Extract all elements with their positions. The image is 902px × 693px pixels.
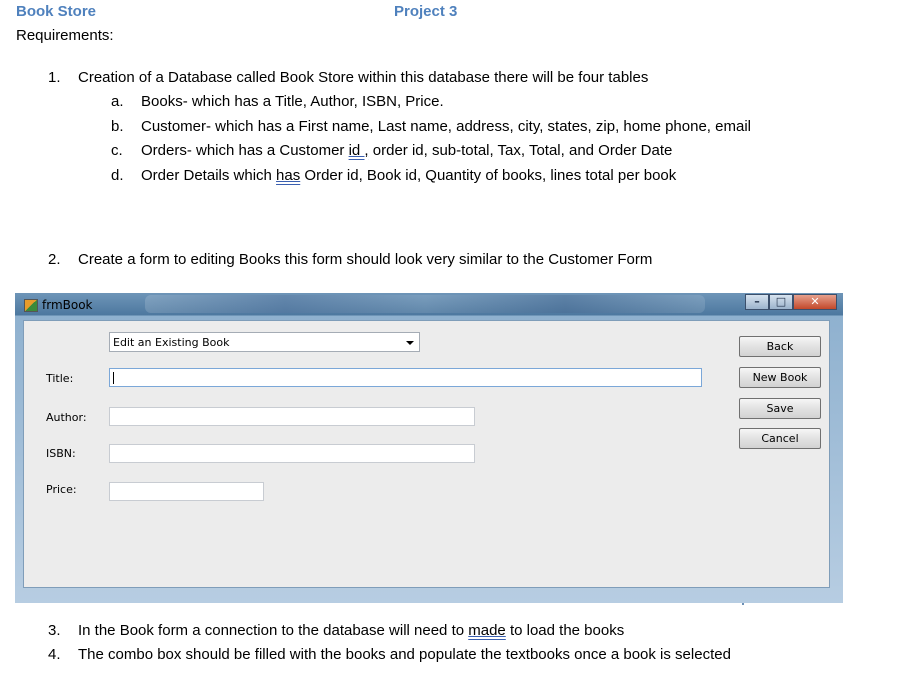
project-title: Project 3 [394,3,458,20]
item-1c-text [141,142,672,159]
item-1d-spellcheck-mark: has [276,167,301,184]
titlebar-background [145,295,705,313]
item-1c-text-after: order id, sub-total, Tax, Total, and Order Date [368,142,673,159]
book-combo-box[interactable] [109,332,420,352]
combo-selected-value: Edit an Existing Book [113,336,230,349]
item-3-spellcheck-mark: made [468,622,506,639]
isbn-textbox[interactable] [109,444,475,463]
price-textbox[interactable] [109,482,264,501]
price-label: Price: [46,483,77,496]
item-1d-letter: d. [111,167,124,184]
item-1d-text-after: Order id, Book id, Quantity of books, lines total per book [300,167,677,184]
item-1c-spellcheck-mark: id , [348,142,369,159]
isbn-label: ISBN: [46,447,76,460]
doc-title: Book Store [16,3,97,20]
item-3-text-before: In the Book form a connection to the database will need to [78,622,469,639]
item-1a-letter: a. [111,93,124,110]
item-3-text [78,622,624,639]
maximize-icon[interactable]: □ [769,294,793,310]
item-1-text: Creation of a Database called Book Store within this database there will be four tables [78,69,649,86]
item-1-number: 1. [48,69,61,86]
item-4-text: The combo box should be filled with the books and populate the textbooks once a book is selected [78,646,731,663]
window-controls [745,294,837,310]
item-4-number: 4. [48,646,61,663]
new-book-button[interactable]: New Book [739,367,821,388]
back-button[interactable]: Back [739,336,821,357]
close-icon[interactable]: ✕ [793,294,837,310]
item-1d-text [141,167,676,184]
item-1a-text: Books- which has a Title, Author, ISBN, Price. [141,93,444,110]
item-1d-text-before: Order Details which [141,167,277,184]
item-3-number: 3. [48,622,61,639]
window-title: frmBook [42,298,93,312]
title-label: Title: [46,372,74,385]
item-2-number: 2. [48,251,61,268]
item-1c-text-before: Orders- which has a Customer [141,142,349,159]
author-textbox[interactable] [109,407,475,426]
save-button[interactable]: Save [739,398,821,419]
item-1b-text: Customer- which has a First name, Last name, address, city, states, zip, home phone, email [141,118,751,135]
item-3-text-after: to load the books [505,622,625,639]
title-textbox[interactable] [109,368,702,387]
requirements-label: Requirements: [16,27,114,44]
cancel-button[interactable]: Cancel [739,428,821,449]
form-icon [24,299,38,312]
text-caret [113,372,114,384]
form-client-area [23,320,830,588]
minimize-icon[interactable]: – [745,294,769,310]
author-label: Author: [46,411,87,424]
item-1c-letter: c. [111,142,123,159]
frmbook-window [15,293,843,603]
item-1b-letter: b. [111,118,124,135]
resize-marker [742,603,744,605]
dropdown-arrow-icon[interactable] [406,341,414,345]
item-2-text: Create a form to editing Books this form should look very similar to the Customer Form [78,251,653,268]
